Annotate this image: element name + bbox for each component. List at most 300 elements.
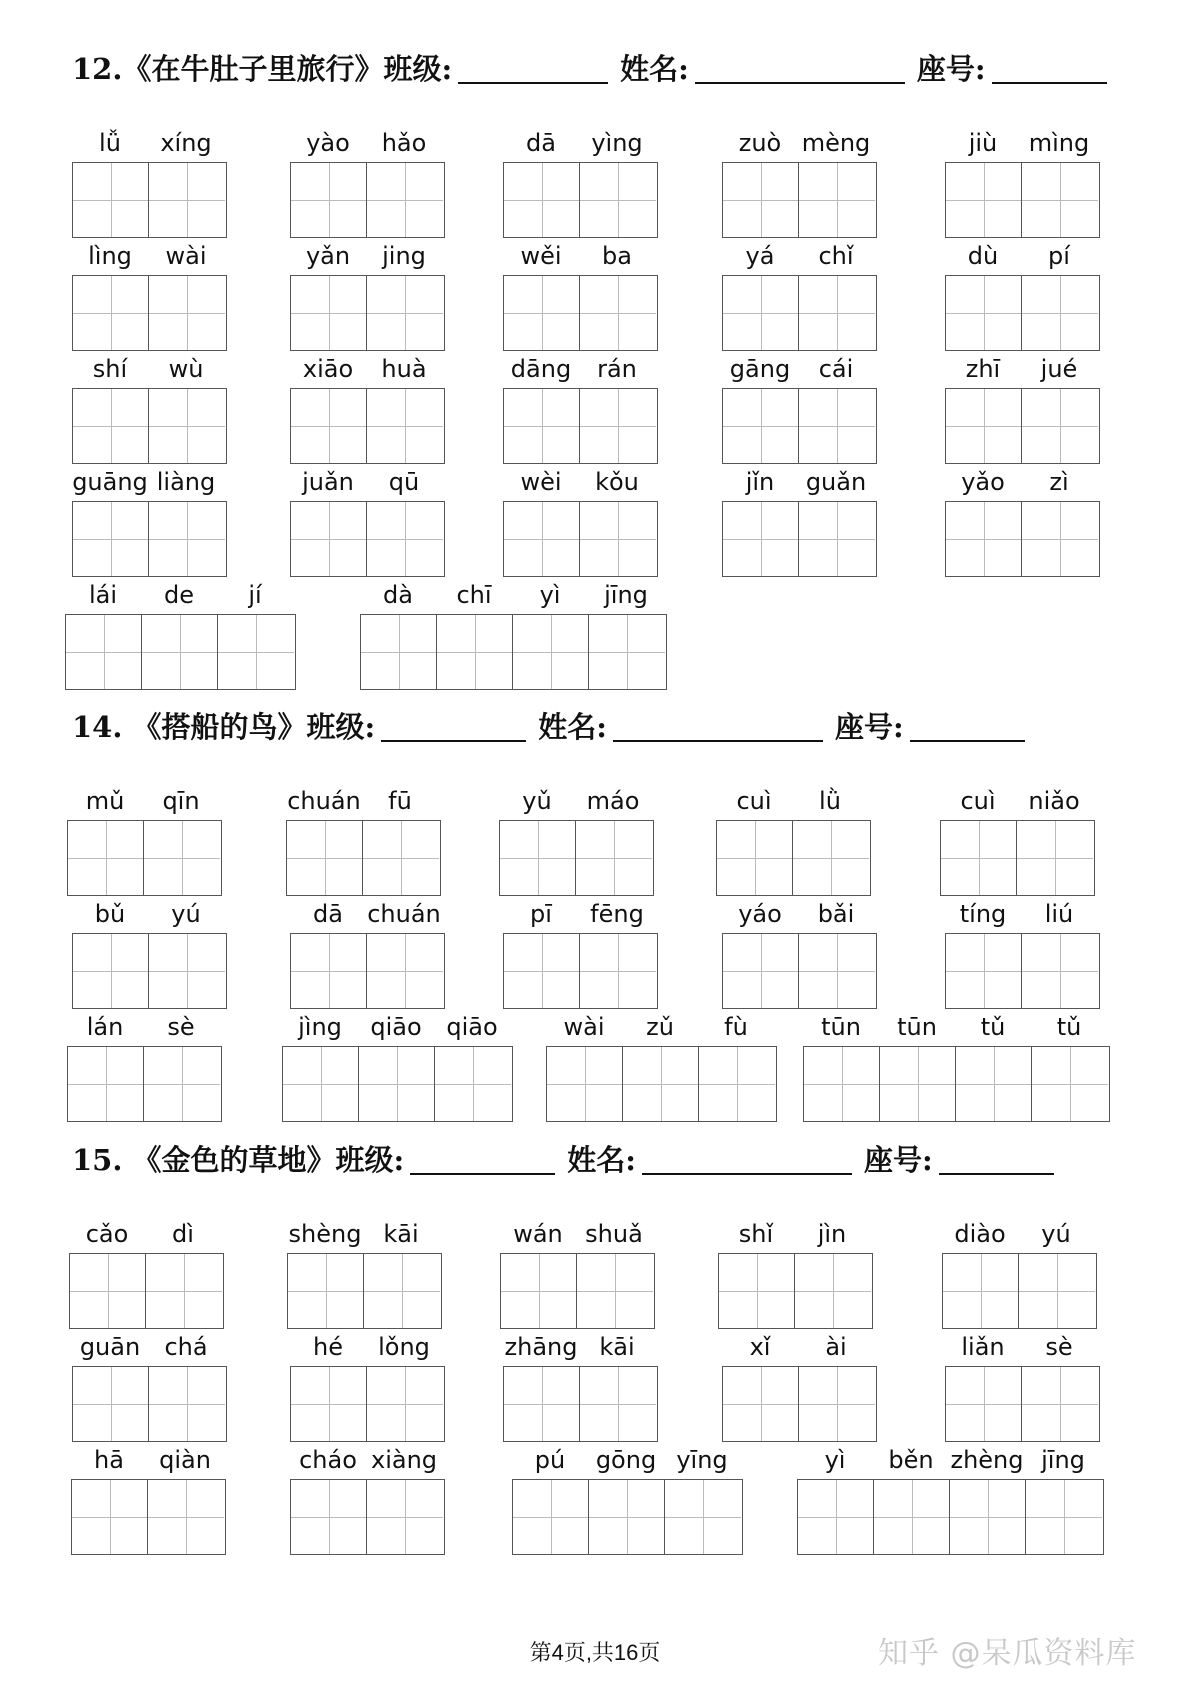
writing-cell[interactable] <box>804 1047 880 1121</box>
writing-cell[interactable] <box>799 389 875 463</box>
tianzige-grid <box>503 501 658 577</box>
writing-cell[interactable] <box>287 821 363 895</box>
writing-cell[interactable] <box>504 502 580 576</box>
writing-cell[interactable] <box>291 934 367 1008</box>
pinyin-syllable: cuì <box>736 787 772 815</box>
writing-cell[interactable] <box>1022 389 1098 463</box>
tianzige-grid <box>290 275 445 351</box>
writing-cell[interactable] <box>580 163 656 237</box>
pinyin-syllable: yì <box>539 581 561 609</box>
name-blank[interactable] <box>642 1145 852 1175</box>
pinyin-syllable: hǎo <box>381 129 427 157</box>
writing-cell[interactable] <box>70 1254 146 1328</box>
tianzige-grid <box>512 1479 743 1555</box>
writing-cell[interactable] <box>1022 276 1098 350</box>
pinyin-syllable: yáo <box>738 900 782 928</box>
pinyin-syllable: cǎo <box>85 1220 129 1248</box>
writing-cell[interactable] <box>291 276 367 350</box>
tianzige-grid <box>72 162 227 238</box>
section-title-row <box>72 44 1119 88</box>
name-blank[interactable] <box>613 712 823 742</box>
pinyin-syllable: wù <box>168 355 204 383</box>
pinyin-syllable: mìng <box>1028 129 1090 157</box>
tianzige-grid <box>72 388 227 464</box>
tianzige-grid <box>722 162 877 238</box>
tianzige-grid <box>65 614 296 690</box>
writing-cell[interactable] <box>589 1480 665 1554</box>
pinyin-syllable: qiāo <box>370 1013 422 1041</box>
tianzige-grid <box>945 1366 1100 1442</box>
pinyin-syllable: ài <box>825 1333 847 1361</box>
writing-cell[interactable] <box>367 1480 443 1554</box>
writing-cell[interactable] <box>799 163 875 237</box>
pinyin-syllable: guān <box>79 1333 141 1361</box>
writing-cell[interactable] <box>1017 821 1093 895</box>
tianzige-grid <box>290 162 445 238</box>
tianzige-grid <box>282 1046 513 1122</box>
writing-cell[interactable] <box>504 276 580 350</box>
pinyin-syllable: cái <box>818 355 854 383</box>
pinyin-syllable: zhāng <box>504 1333 578 1361</box>
pinyin-syllable: bǎi <box>817 900 855 928</box>
tianzige-grid <box>945 933 1100 1009</box>
writing-cell[interactable] <box>547 1047 623 1121</box>
tianzige-grid <box>722 1366 877 1442</box>
pinyin-syllable: xǐ <box>749 1333 771 1361</box>
pinyin-syllable: diào <box>954 1220 1006 1248</box>
writing-cell[interactable] <box>577 1254 653 1328</box>
writing-cell[interactable] <box>367 389 443 463</box>
writing-cell[interactable] <box>359 1047 435 1121</box>
pinyin-syllable: kǒu <box>595 468 639 496</box>
writing-cell[interactable] <box>1022 1367 1098 1441</box>
writing-cell[interactable] <box>1032 1047 1108 1121</box>
tianzige-grid <box>67 1046 222 1122</box>
tianzige-grid <box>290 501 445 577</box>
writing-cell[interactable] <box>717 821 793 895</box>
section-title-row <box>72 702 1037 746</box>
tianzige-grid <box>286 820 441 896</box>
writing-cell[interactable] <box>946 389 1022 463</box>
writing-cell[interactable] <box>799 1367 875 1441</box>
pinyin-syllable: guāng <box>72 468 148 496</box>
word-row <box>0 467 1190 579</box>
tianzige-grid <box>945 275 1100 351</box>
pinyin-syllable: guǎn <box>805 468 867 496</box>
pinyin-syllable: gōng <box>595 1446 657 1474</box>
word-row <box>0 241 1190 353</box>
writing-cell[interactable] <box>291 1367 367 1441</box>
writing-cell[interactable] <box>513 1480 589 1554</box>
writing-cell[interactable] <box>501 1254 577 1328</box>
writing-cell[interactable] <box>956 1047 1032 1121</box>
writing-cell[interactable] <box>288 1254 364 1328</box>
writing-cell[interactable] <box>66 615 142 689</box>
pinyin-syllable: bǔ <box>94 900 126 928</box>
pinyin-syllable: de <box>164 581 194 609</box>
pinyin-syllable: sè <box>167 1013 195 1041</box>
tianzige-grid <box>503 1366 658 1442</box>
writing-cell[interactable] <box>665 1480 741 1554</box>
pinyin-syllable: máo <box>586 787 640 815</box>
pinyin-syllable: hā <box>94 1446 124 1474</box>
tianzige-grid <box>72 933 227 1009</box>
pinyin-syllable: zì <box>1049 468 1069 496</box>
pinyin-syllable: dì <box>172 1220 194 1248</box>
pinyin-syllable: chuán <box>367 900 441 928</box>
writing-cell[interactable] <box>504 934 580 1008</box>
pinyin-syllable: yǎo <box>961 468 1005 496</box>
pinyin-syllable: chī <box>456 581 492 609</box>
writing-cell[interactable] <box>580 276 656 350</box>
class-blank[interactable] <box>410 1145 555 1175</box>
pinyin-syllable: dā <box>313 900 343 928</box>
writing-cell[interactable] <box>149 163 225 237</box>
writing-cell[interactable] <box>68 1047 144 1121</box>
tianzige-grid <box>72 275 227 351</box>
pinyin-syllable: yìng <box>591 129 643 157</box>
pinyin-syllable: mǔ <box>85 787 125 815</box>
pinyin-syllable: niǎo <box>1028 787 1080 815</box>
tianzige-grid <box>722 388 877 464</box>
tianzige-grid <box>499 820 654 896</box>
writing-cell[interactable] <box>723 1367 799 1441</box>
writing-cell[interactable] <box>950 1480 1026 1554</box>
writing-cell[interactable] <box>946 163 1022 237</box>
tianzige-grid <box>945 501 1100 577</box>
pinyin-syllable: jiù <box>968 129 998 157</box>
pinyin-syllable: rán <box>597 355 637 383</box>
tianzige-grid <box>503 162 658 238</box>
writing-cell[interactable] <box>723 934 799 1008</box>
pinyin-syllable: jīng <box>1041 1446 1085 1474</box>
pinyin-syllable: jing <box>382 242 426 270</box>
pinyin-syllable: yú <box>1041 1220 1071 1248</box>
pinyin-syllable: jìng <box>298 1013 342 1041</box>
pinyin-syllable: hé <box>313 1333 343 1361</box>
writing-cell[interactable] <box>291 389 367 463</box>
word-row <box>0 1445 1190 1557</box>
writing-cell[interactable] <box>361 615 437 689</box>
pinyin-syllable: lìng <box>88 242 132 270</box>
tianzige-grid <box>69 1253 224 1329</box>
word-row <box>0 1219 1190 1331</box>
writing-cell[interactable] <box>941 821 1017 895</box>
tianzige-grid <box>287 1253 442 1329</box>
pinyin-syllable: tūn <box>897 1013 937 1041</box>
pinyin-syllable: lán <box>86 1013 124 1041</box>
writing-cell[interactable] <box>367 934 443 1008</box>
pinyin-syllable: pú <box>534 1446 566 1474</box>
pinyin-syllable: liàng <box>156 468 216 496</box>
section-title: 14. 《搭船的鸟》班级: <box>72 710 376 744</box>
seat-label: 座号: <box>916 52 986 86</box>
pinyin-syllable: lǚ <box>99 129 121 157</box>
tianzige-grid <box>722 275 877 351</box>
pinyin-syllable: liǎn <box>961 1333 1005 1361</box>
writing-cell[interactable] <box>946 934 1022 1008</box>
writing-cell[interactable] <box>880 1047 956 1121</box>
writing-cell[interactable] <box>148 1480 224 1554</box>
writing-cell[interactable] <box>73 934 149 1008</box>
writing-cell[interactable] <box>367 163 443 237</box>
pinyin-syllable: yú <box>171 900 201 928</box>
pinyin-syllable: tǔ <box>980 1013 1006 1041</box>
pinyin-syllable: chǐ <box>818 242 854 270</box>
page-footer: 第4页,共16页 <box>529 1640 661 1665</box>
pinyin-syllable: qiàn <box>159 1446 211 1474</box>
writing-cell[interactable] <box>73 163 149 237</box>
writing-cell[interactable] <box>799 934 875 1008</box>
writing-cell[interactable] <box>1022 934 1098 1008</box>
watermark: 知乎 @呆瓜资料库 <box>878 1636 1137 1671</box>
tianzige-grid <box>722 501 877 577</box>
writing-cell[interactable] <box>504 163 580 237</box>
pinyin-syllable: shí <box>92 355 128 383</box>
writing-cell[interactable] <box>723 502 799 576</box>
writing-cell[interactable] <box>946 276 1022 350</box>
pinyin-syllable: yǎn <box>305 242 351 270</box>
word-row <box>0 580 1190 692</box>
pinyin-syllable: qiāo <box>446 1013 498 1041</box>
name-label: 姓名: <box>567 1143 636 1177</box>
tianzige-grid <box>803 1046 1110 1122</box>
pinyin-syllable: yì <box>824 1446 846 1474</box>
pinyin-syllable: zhī <box>965 355 1001 383</box>
section-title-row <box>72 1135 1066 1179</box>
pinyin-syllable: pī <box>530 900 552 928</box>
writing-cell[interactable] <box>874 1480 950 1554</box>
pinyin-syllable: xiàng <box>370 1446 438 1474</box>
pinyin-syllable: kāi <box>383 1220 419 1248</box>
writing-cell[interactable] <box>149 502 225 576</box>
pinyin-syllable: pí <box>1048 242 1070 270</box>
pinyin-syllable: qū <box>388 468 420 496</box>
writing-cell[interactable] <box>149 276 225 350</box>
writing-cell[interactable] <box>576 821 652 895</box>
pinyin-syllable: shǐ <box>738 1220 774 1248</box>
writing-cell[interactable] <box>946 1367 1022 1441</box>
writing-cell[interactable] <box>1026 1480 1102 1554</box>
writing-cell[interactable] <box>795 1254 871 1328</box>
pinyin-syllable: yǔ <box>522 787 552 815</box>
pinyin-syllable: juǎn <box>302 468 354 496</box>
word-row <box>0 786 1190 898</box>
pinyin-syllable: yá <box>745 242 775 270</box>
tianzige-grid <box>940 820 1095 896</box>
writing-cell[interactable] <box>291 502 367 576</box>
pinyin-syllable: qīn <box>162 787 200 815</box>
tianzige-grid <box>942 1253 1097 1329</box>
pinyin-syllable: cháo <box>299 1446 357 1474</box>
pinyin-syllable: mèng <box>801 129 871 157</box>
tianzige-grid <box>500 1253 655 1329</box>
writing-cell[interactable] <box>580 502 656 576</box>
writing-cell[interactable] <box>367 276 443 350</box>
writing-cell[interactable] <box>144 1047 220 1121</box>
tianzige-grid <box>290 1479 445 1555</box>
pinyin-syllable: tǔ <box>1056 1013 1082 1041</box>
writing-cell[interactable] <box>142 615 218 689</box>
tianzige-grid <box>360 614 667 690</box>
writing-cell[interactable] <box>367 502 443 576</box>
writing-cell[interactable] <box>1022 163 1098 237</box>
writing-cell[interactable] <box>73 389 149 463</box>
pinyin-syllable: chá <box>164 1333 208 1361</box>
pinyin-syllable: lǒng <box>378 1333 430 1361</box>
writing-cell[interactable] <box>291 1480 367 1554</box>
writing-cell[interactable] <box>73 1367 149 1441</box>
writing-cell[interactable] <box>799 502 875 576</box>
tianzige-grid <box>67 820 222 896</box>
pinyin-syllable: wèi <box>520 468 562 496</box>
pinyin-syllable: běn <box>888 1446 934 1474</box>
section-title: 15. 《金色的草地》班级: <box>72 1143 405 1177</box>
word-row <box>0 1332 1190 1444</box>
tianzige-grid <box>503 275 658 351</box>
writing-cell[interactable] <box>364 1254 440 1328</box>
tianzige-grid <box>290 933 445 1009</box>
pinyin-syllable: jí <box>248 581 262 609</box>
tianzige-grid <box>718 1253 873 1329</box>
word-row <box>0 899 1190 1011</box>
pinyin-syllable: jìn <box>817 1220 847 1248</box>
pinyin-syllable: zǔ <box>646 1013 674 1041</box>
word-row <box>0 354 1190 466</box>
tianzige-grid <box>290 1366 445 1442</box>
seat-blank[interactable] <box>939 1145 1054 1175</box>
writing-cell[interactable] <box>437 615 513 689</box>
writing-cell[interactable] <box>144 821 220 895</box>
writing-cell[interactable] <box>723 163 799 237</box>
pinyin-syllable: dā <box>526 129 556 157</box>
writing-cell[interactable] <box>149 1367 225 1441</box>
pinyin-syllable: fù <box>724 1013 748 1041</box>
tianzige-grid <box>71 1479 226 1555</box>
writing-cell[interactable] <box>799 276 875 350</box>
tianzige-grid <box>945 388 1100 464</box>
writing-cell[interactable] <box>580 1367 656 1441</box>
name-label: 姓名: <box>620 52 689 86</box>
writing-cell[interactable] <box>580 934 656 1008</box>
pinyin-syllable: zhèng <box>950 1446 1024 1474</box>
pinyin-syllable: fū <box>388 787 412 815</box>
writing-cell[interactable] <box>793 821 869 895</box>
seat-blank[interactable] <box>992 54 1107 84</box>
pinyin-syllable: yīng <box>676 1446 728 1474</box>
writing-cell[interactable] <box>435 1047 511 1121</box>
pinyin-syllable: fēng <box>590 900 644 928</box>
pinyin-syllable: jué <box>1040 355 1078 383</box>
writing-cell[interactable] <box>68 821 144 895</box>
writing-cell[interactable] <box>798 1480 874 1554</box>
pinyin-syllable: dà <box>383 581 413 609</box>
writing-cell[interactable] <box>699 1047 775 1121</box>
class-blank[interactable] <box>381 712 526 742</box>
pinyin-syllable: ba <box>602 242 632 270</box>
word-row <box>0 128 1190 240</box>
tianzige-grid <box>945 162 1100 238</box>
writing-cell[interactable] <box>504 389 580 463</box>
pinyin-syllable: shèng <box>288 1220 362 1248</box>
writing-cell[interactable] <box>146 1254 222 1328</box>
pinyin-syllable: yào <box>306 129 350 157</box>
name-blank[interactable] <box>695 54 905 84</box>
pinyin-syllable: chuán <box>287 787 361 815</box>
writing-cell[interactable] <box>149 934 225 1008</box>
writing-cell[interactable] <box>149 389 225 463</box>
writing-cell[interactable] <box>719 1254 795 1328</box>
pinyin-syllable: jīng <box>604 581 648 609</box>
writing-cell[interactable] <box>513 615 589 689</box>
seat-label: 座号: <box>834 710 904 744</box>
writing-cell[interactable] <box>580 389 656 463</box>
writing-cell[interactable] <box>291 163 367 237</box>
pinyin-syllable: gāng <box>729 355 791 383</box>
writing-cell[interactable] <box>943 1254 1019 1328</box>
writing-cell[interactable] <box>504 1367 580 1441</box>
tianzige-grid <box>503 388 658 464</box>
pinyin-syllable: shuǎ <box>585 1220 643 1248</box>
pinyin-syllable: wěi <box>520 242 562 270</box>
tianzige-grid <box>72 1366 227 1442</box>
pinyin-syllable: wán <box>513 1220 563 1248</box>
writing-cell[interactable] <box>1019 1254 1095 1328</box>
writing-cell[interactable] <box>283 1047 359 1121</box>
pinyin-syllable: tíng <box>959 900 1007 928</box>
writing-cell[interactable] <box>73 276 149 350</box>
pinyin-syllable: dāng <box>510 355 572 383</box>
pinyin-syllable: cuì <box>960 787 996 815</box>
pinyin-syllable: tūn <box>821 1013 861 1041</box>
pinyin-syllable: dù <box>967 242 999 270</box>
class-blank[interactable] <box>458 54 608 84</box>
pinyin-syllable: xiāo <box>302 355 354 383</box>
writing-cell[interactable] <box>500 821 576 895</box>
writing-cell[interactable] <box>367 1367 443 1441</box>
writing-cell[interactable] <box>73 502 149 576</box>
writing-cell[interactable] <box>218 615 294 689</box>
pinyin-syllable: huà <box>381 355 427 383</box>
tianzige-grid <box>72 501 227 577</box>
writing-cell[interactable] <box>623 1047 699 1121</box>
tianzige-grid <box>503 933 658 1009</box>
writing-cell[interactable] <box>723 276 799 350</box>
seat-blank[interactable] <box>910 712 1025 742</box>
pinyin-syllable: wài <box>165 242 207 270</box>
writing-cell[interactable] <box>363 821 439 895</box>
writing-cell[interactable] <box>1022 502 1098 576</box>
name-label: 姓名: <box>538 710 607 744</box>
writing-cell[interactable] <box>723 389 799 463</box>
pinyin-syllable: wài <box>563 1013 605 1041</box>
writing-cell[interactable] <box>946 502 1022 576</box>
pinyin-syllable: zuò <box>738 129 782 157</box>
tianzige-grid <box>716 820 871 896</box>
tianzige-grid <box>290 388 445 464</box>
pinyin-syllable: jǐn <box>745 468 775 496</box>
seat-label: 座号: <box>863 1143 933 1177</box>
pinyin-syllable: liú <box>1044 900 1074 928</box>
pinyin-syllable: lǜ <box>819 787 841 815</box>
writing-cell[interactable] <box>72 1480 148 1554</box>
tianzige-grid <box>546 1046 777 1122</box>
writing-cell[interactable] <box>589 615 665 689</box>
pinyin-syllable: kāi <box>599 1333 635 1361</box>
tianzige-grid <box>797 1479 1104 1555</box>
tianzige-grid <box>722 933 877 1009</box>
pinyin-syllable: sè <box>1045 1333 1073 1361</box>
